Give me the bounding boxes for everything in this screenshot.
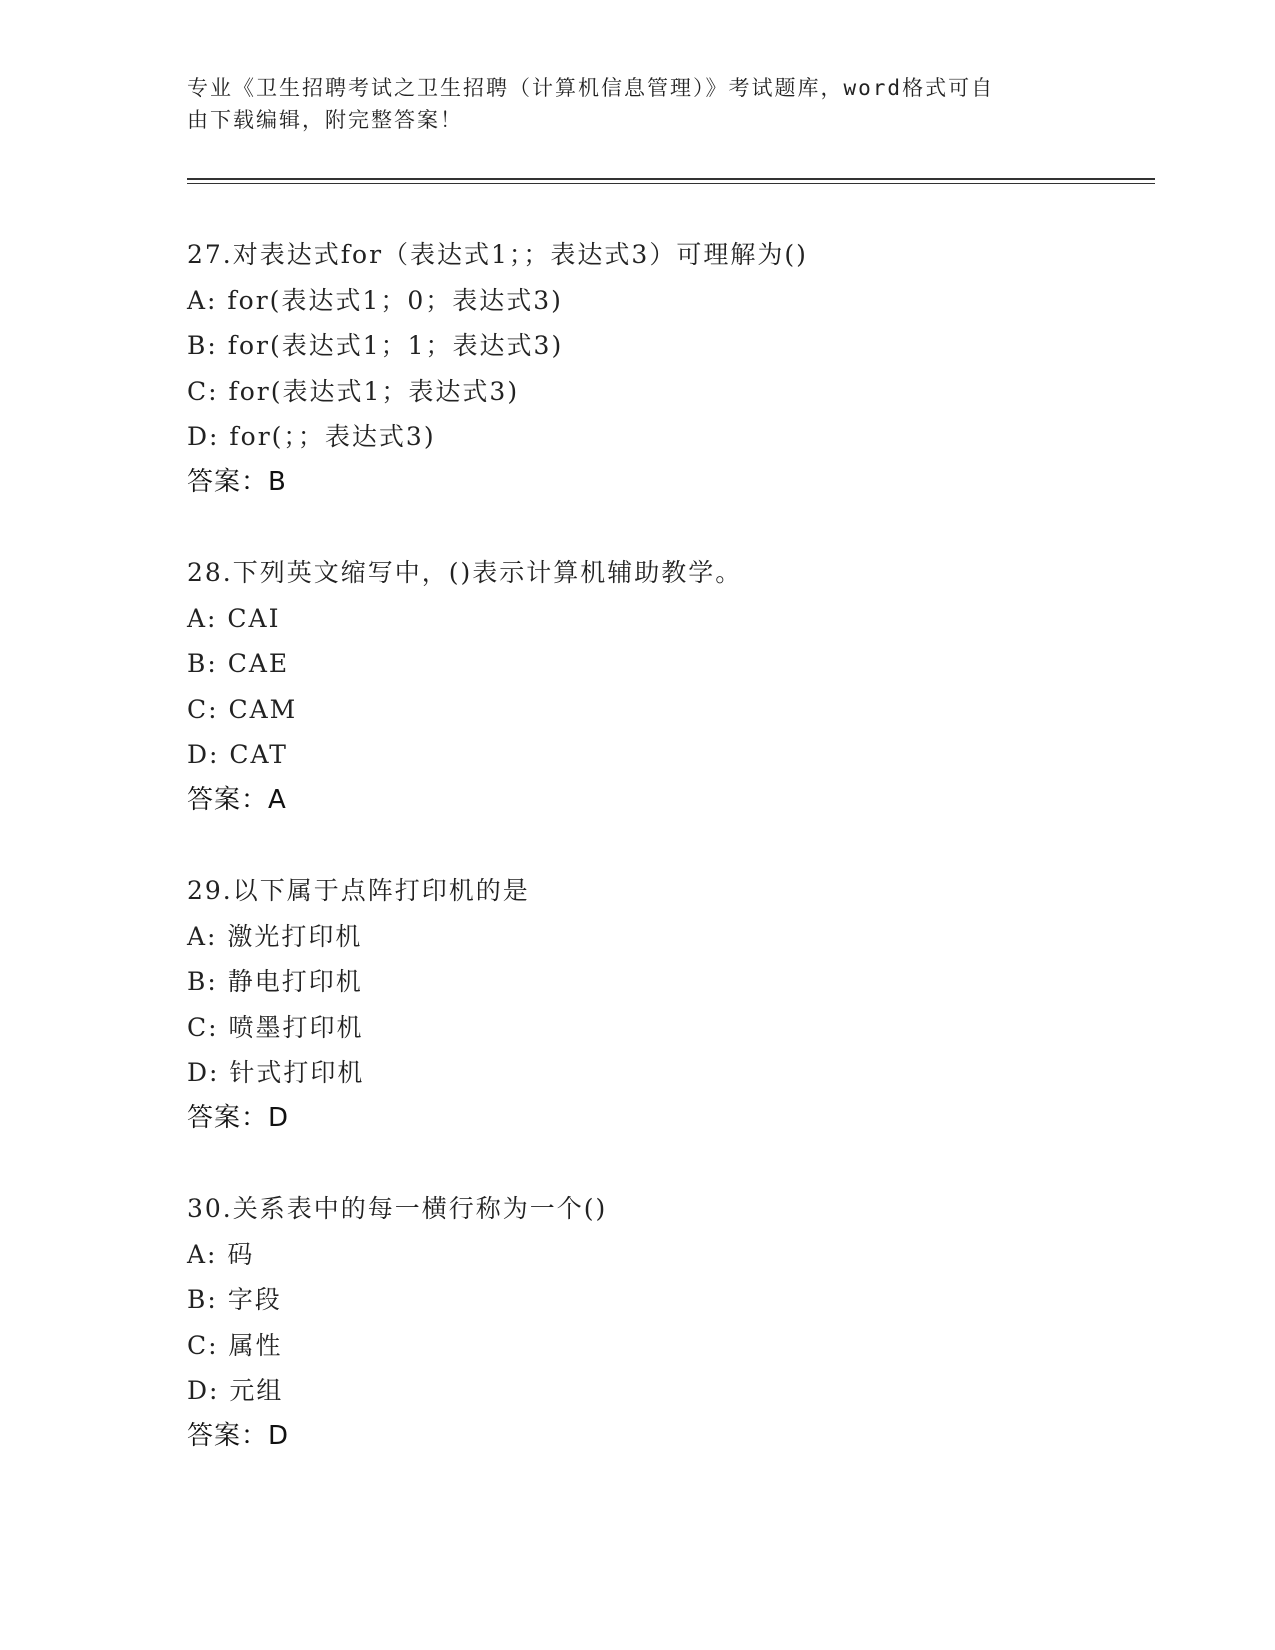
option-a: A: 码 — [187, 1239, 255, 1269]
header-line-1: 专业《卫生招聘考试之卫生招聘（计算机信息管理）》考试题库，word格式可自 — [187, 76, 995, 100]
option-d: D: CAT — [187, 740, 288, 769]
option-b: B: 静电打印机 — [187, 967, 363, 996]
option-d: D: for(；；表达式3) — [187, 422, 436, 451]
question-30 — [187, 1186, 1155, 1459]
question-stem: 27.对表达式for（表达式1；；表达式3）可理解为() — [187, 240, 808, 269]
question-27 — [187, 232, 1155, 505]
question-list — [187, 232, 1155, 1504]
option-d: D: 针式打印机 — [187, 1058, 365, 1087]
option-c: C: 属性 — [187, 1330, 283, 1360]
option-a: A: for(表达式1；0；表达式3) — [187, 285, 563, 315]
question-29 — [187, 868, 1155, 1141]
answer-label: 答案：D — [187, 1102, 290, 1133]
header-divider-thick — [187, 178, 1155, 180]
option-b: B: CAE — [187, 649, 290, 678]
option-b: B: for(表达式1；1；表达式3) — [187, 331, 564, 360]
answer-label: 答案：D — [187, 1420, 290, 1451]
option-c: C: for(表达式1；表达式3) — [187, 376, 520, 406]
option-d: D: 元组 — [187, 1376, 284, 1405]
question-stem: 28.下列英文缩写中，()表示计算机辅助教学。 — [187, 558, 743, 587]
option-a: A: 激光打印机 — [187, 921, 363, 951]
header-divider-thin — [187, 183, 1155, 184]
question-stem: 29.以下属于点阵打印机的是 — [187, 876, 530, 905]
question-28 — [187, 550, 1155, 823]
answer-label: 答案：B — [187, 466, 287, 497]
option-b: B: 字段 — [187, 1285, 282, 1314]
option-c: C: CAM — [187, 694, 298, 724]
option-c: C: 喷墨打印机 — [187, 1012, 364, 1042]
answer-label: 答案：A — [187, 784, 287, 815]
document-header — [187, 72, 1067, 136]
header-line-2: 由下载编辑，附完整答案！ — [187, 108, 463, 132]
question-stem: 30.关系表中的每一横行称为一个() — [187, 1194, 608, 1223]
option-a: A: CAI — [187, 603, 281, 633]
